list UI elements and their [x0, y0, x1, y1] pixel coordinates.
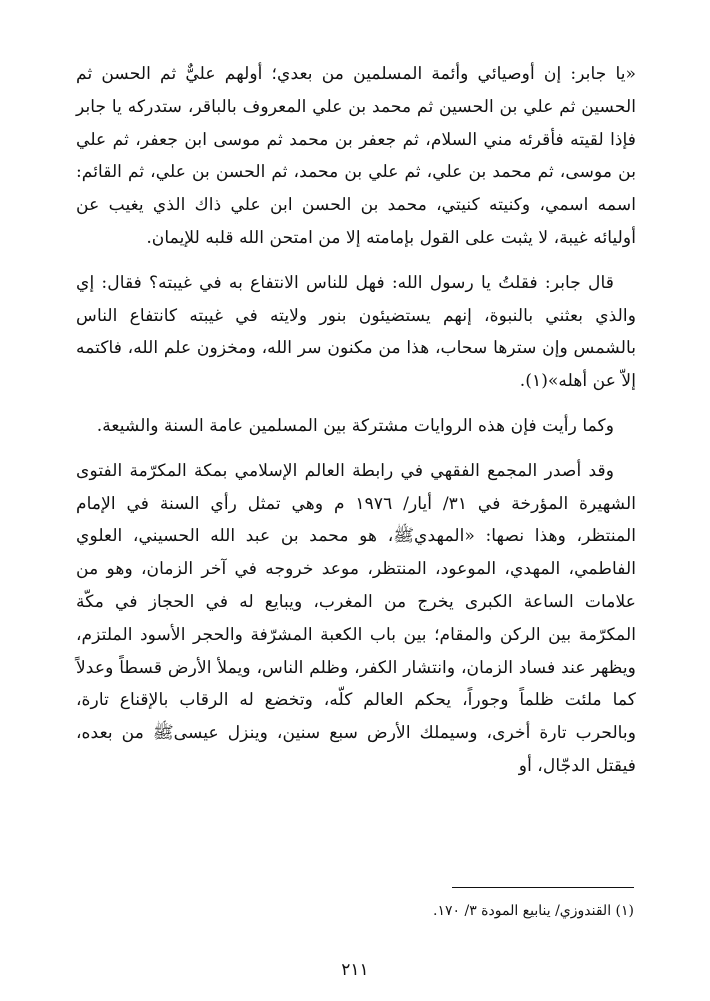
footnote: (١) القندوزي/ ينابيع المودة ٣/ ١٧٠.	[433, 903, 634, 919]
paragraph-shared-narrations: وكما رأيت فإن هذه الروايات مشتركة بين المسلمين عامة السنة والشيعة.	[96, 415, 614, 436]
paragraph-hadith: «يا جابر: إن أوصيائي وأئمة المسلمين من بعدي؛ أولهم عليٌّ ثم الحسن ثم الحسين ثم علي بن الحسين ثم محمد بن علي المعروف بالباقر، ستدركه يا جابر فإذا لقيته فأقرئه مني السلام، ثم جعفر بن محمد ثم موسى ابن جعفر، ثم علي بن موسى، ثم محمد بن علي، ثم علي بن محمد، ثم الحسن بن علي، ثم القائم: اسمه اسمي، وكنيته كنيتي، محمد بن الحسن ابن علي ذاك الذي يغيب عن أوليائه غيبة، لا يثبت على القول بإمامته إلا من امتحن الله قلبه للإيمان.	[76, 64, 636, 248]
body-text	[76, 58, 636, 783]
paragraph-jabir-question: قال جابر: فقلتُ يا رسول الله: فهل للناس الانتفاع به في غيبته؟ فقال: إي والذي بعثني بالنبوة، إنهم يستضيئون بنور ولايته في غيبته كانتفاع الناس بالشمس وإن سترها سحاب، هذا من مكنون سر الله، ومخزون علم الله، فاكتمه إلاّ عن أهله»(١).	[76, 272, 636, 392]
footnote-separator	[452, 887, 634, 888]
paragraph-fatwa: وقد أصدر المجمع الفقهي في رابطة العالم الإسلامي بمكة المكرّمة الفتوى الشهيرة المؤرخة في ٣١/ أيار/ ١٩٧٦ م وهي تمثل رأي السنة في الإمام المنتظر، وهذا نصها: «المهديﷺ، هو محمد بن عبد الله الحسيني، العلوي الفاطمي، المهدي، الموعود، المنتظر، موعد خروجه في آخر الزمان، وهو من علامات الساعة الكبرى يخرج من المغرب، ويبايع له في الحجاز في مكّة المكرّمة بين الركن والمقام؛ بين باب الكعبة المشرّفة والحجر الأسود الملتزم، ويظهر عند فساد الزمان، وانتشار الكفر، وظلم الناس، ويملأ الأرض قسطاً وعدلاً كما ملئت ظلماً وجوراً، يحكم العالم كلّه، وتخضع له الرقاب بالإقناع تارة، وبالحرب تارة أخرى، وسيملك الأرض سبع سنين، وينزل عيسىﷺ من بعده، فيقتل الدجّال، أو	[76, 460, 636, 776]
page-number: ٢١١	[341, 960, 369, 980]
